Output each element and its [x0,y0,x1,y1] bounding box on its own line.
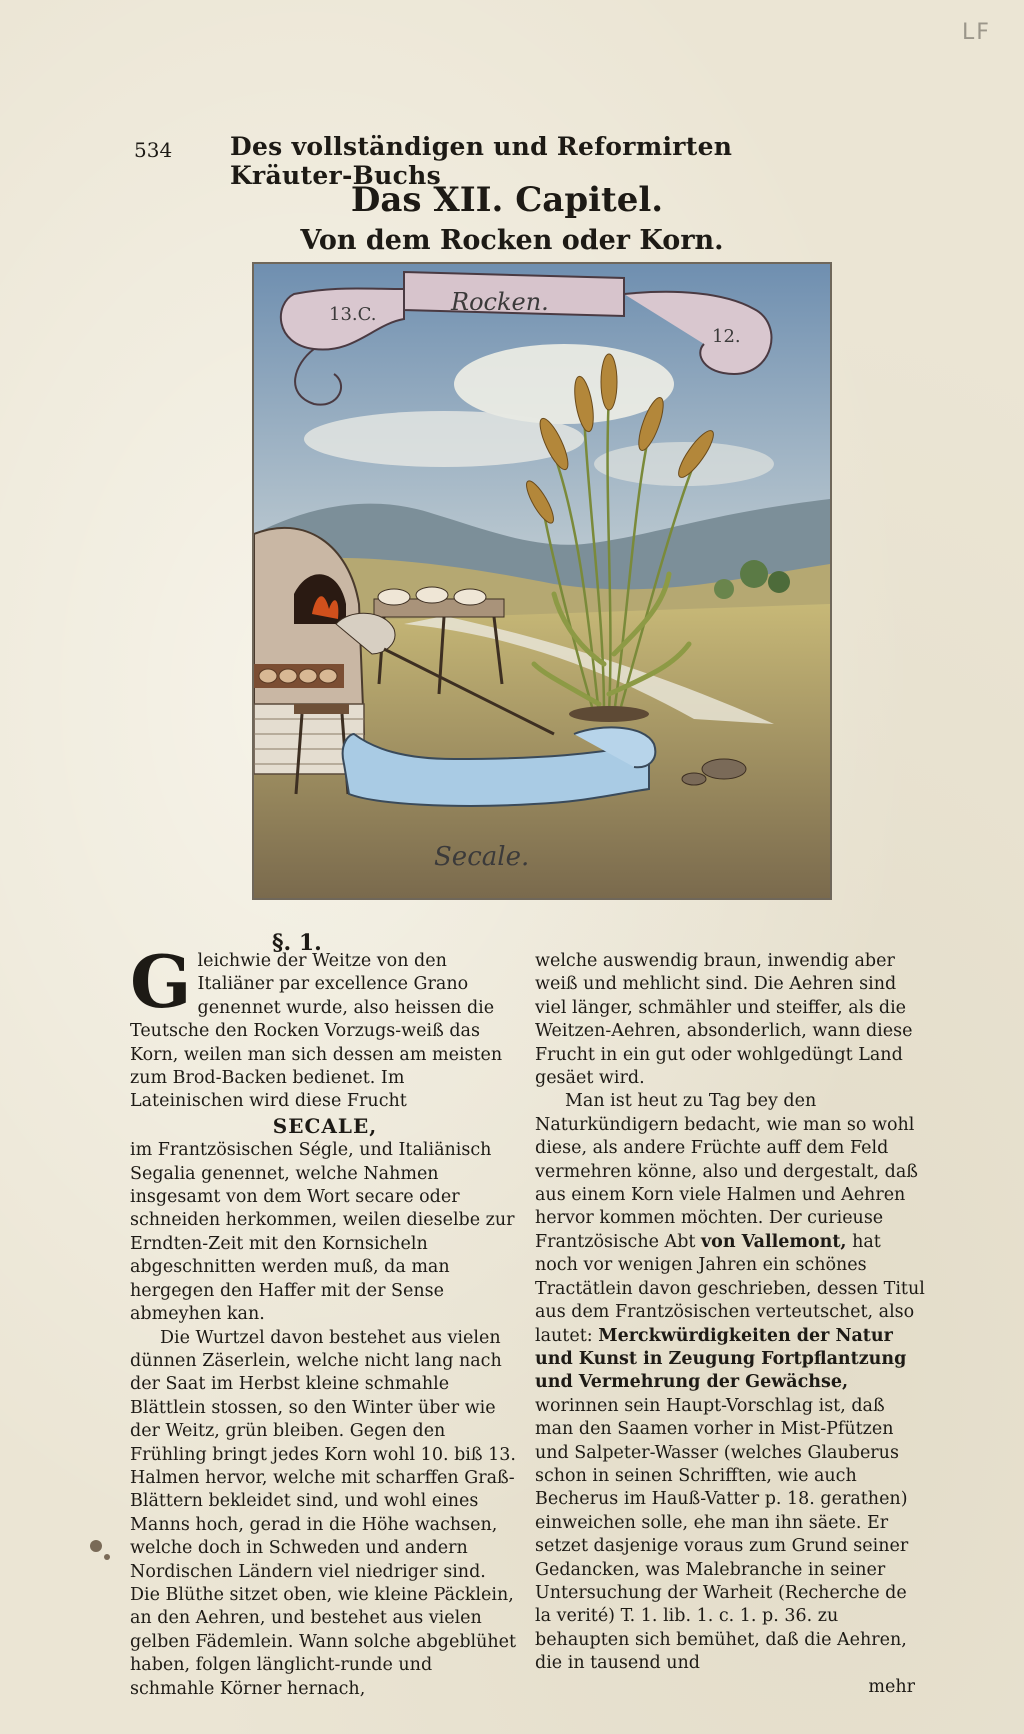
engraving-illustration [252,262,832,900]
running-title: Des vollständigen und Reformirten Kräuter-Buchs [230,132,733,190]
intro-text: leichwie der Weitze von den Italiäner par excellence Grano genennet wurde, also heissen die Teutsche den Rocken Vorzugs-weiß das Korn, weilen man sich dessen am meisten zum Brod-Backen bedienet. Im Lateinischen wird diese Frucht [130,951,503,1112]
latin-name-heading: SECALE, [272,1113,378,1138]
left-column [130,939,520,1701]
drop-cap: G [130,939,192,1024]
page-header [130,130,830,190]
banner-top-label: Rocken. [451,288,549,316]
paragraph-intro [130,939,520,1114]
chapter-subtitle: Von dem Rocken oder Korn. [300,225,724,256]
banner-left-number: 13.C. [329,304,377,325]
page-number: 534 [134,138,173,162]
vallemont-name: von Vallemont, [701,1231,847,1252]
chapter-title: Das XII. Capitel. [350,180,664,220]
round-loaves [378,587,486,605]
vallemont-text-c: worinnen sein Haupt-Vorschlag ist, daß man den Saamen vorher in Mist-Pfützen und Salpeter-Wasser (welches Glauberus schon in seinen Schrifften, wie auch Becherus im Hauß-Vatter p. 18. gerathen) einweichen solle, ehe man ihn säete. Er setzet dasjenige voraus zum Grund seiner Gedancken, was Malebranche in seiner Untersuchung der Warheit (Recherche de la verité) T. 1. lib. 1. c. 1. p. 36. zu behaupten sich bemühet, daß die Aehren, die in tausend und [535,1395,909,1674]
tree [714,579,734,599]
corner-note: LF [962,20,991,45]
paragraph-etymology: im Frantzösischen Ségle, und Italiänisch Segalia genennet, welche Nahmen insgesamt von dem Wort secare oder schneiden herkommen, weilen dieselbe zur Erndten-Zeit mit den Kornsicheln abgeschnitten werden muß, da man hergegen den Haffer mit der Sense abmeyhen kan. [130,1140,515,1325]
banner-bottom-label: Secale. [434,842,530,872]
ink-stain [90,1540,102,1552]
cloud [454,344,674,424]
treatise-title: Merckwürdigkeiten der Natur und Kunst in Zeugung Fortpflantzung und Vermehrung der Gewächse, [535,1325,907,1393]
ink-stain [104,1554,110,1560]
catchword: mehr [868,1676,915,1697]
paragraph-vallemont [535,1090,925,1675]
paragraph-grains: welche auswendig braun, inwendig aber weiß und mehlicht sind. Die Aehren sind viel länger, schmähler und steiffer, als die Weitzen-Aehren, absonderlich, wann diese Frucht in ein gut oder wohlgedüngt Land gesäet wird. [535,951,913,1089]
engraving-artwork [254,264,830,898]
vallemont-text-b: hat noch vor wenigen Jahren ein schönes Tractätlein davon geschrieben, dessen Titul aus dem Frantzösischen verteutschet, also lautet: [535,1231,925,1346]
vallemont-text-a: Man ist heut zu Tag bey den Naturkündigern bedacht, wie man so wohl diese, als andere Früchte auff dem Feld vermehren könne, also und dergestalt, daß aus einem Korn viele Halmen und Aehren hervor kommen möchten. Der curieuse Frantzösische Abt [535,1091,918,1252]
stool [294,704,349,714]
tree [768,571,790,593]
section-mark: §. 1. [272,930,322,956]
paragraph-description: Die Wurtzel davon bestehet aus vielen dünnen Zäserlein, welche nicht lang nach der Saat im Herbst kleine schmahle Blättlein stossen, so den Winter über wie der Weitz, grün bleiben. Gegen den Frühling bringt jedes Korn wohl 10. biß 13. Halmen hervor, welche mit scharffen Graß-Blättern bekleidet sind, und wohl eines Manns hoch, gerad in die Höhe wachsen, welche doch in Schweden und andern Nordischen Ländern viel niedriger sind. Die Blüthe sitzet oben, wie kleine Päcklein, an den Aehren, und bestehet aus vielen gelben Fädemlein. Wann solche abgeblühet haben, folgen länglicht-runde und schmahle Körner hernach, [130,1327,517,1699]
right-column [535,950,925,1699]
banner-right-number: 12. [712,326,741,347]
tree [740,560,768,588]
